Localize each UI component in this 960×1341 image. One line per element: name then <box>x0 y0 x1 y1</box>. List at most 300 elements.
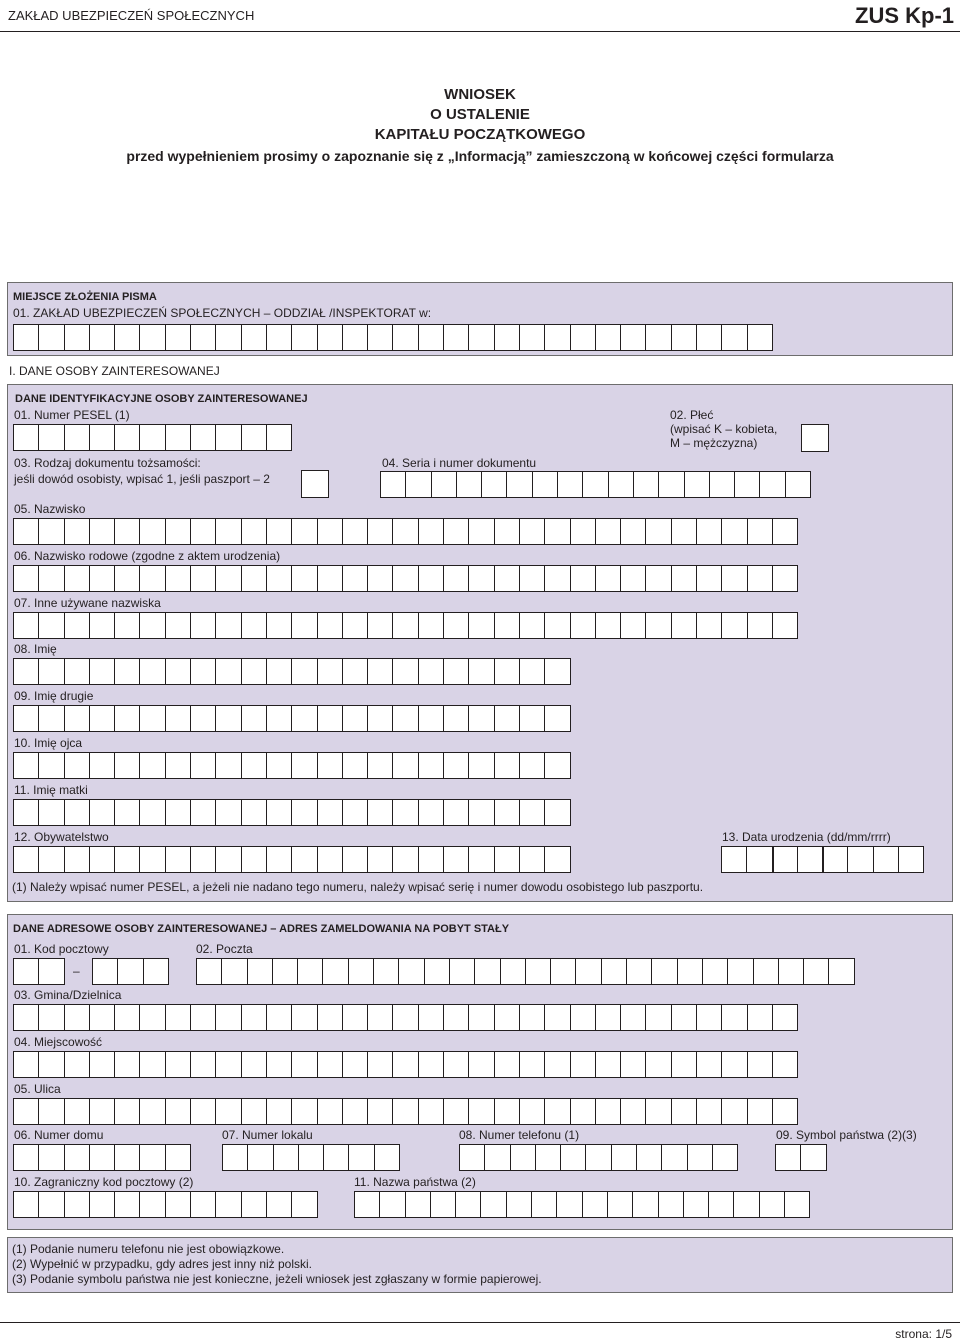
char-cell[interactable] <box>747 1004 773 1031</box>
char-cell[interactable] <box>734 471 760 498</box>
char-cell[interactable] <box>13 1051 39 1078</box>
father-name-input[interactable] <box>13 752 570 779</box>
char-cell[interactable] <box>64 324 90 351</box>
char-cell[interactable] <box>645 1004 671 1031</box>
char-cell[interactable] <box>721 1004 747 1031</box>
char-cell[interactable] <box>510 1144 536 1171</box>
char-cell[interactable] <box>671 1051 697 1078</box>
char-cell[interactable] <box>317 565 343 592</box>
char-cell[interactable] <box>392 612 418 639</box>
char-cell[interactable] <box>241 1004 267 1031</box>
char-cell[interactable] <box>317 846 343 873</box>
char-cell[interactable] <box>671 612 697 639</box>
char-cell[interactable] <box>721 612 747 639</box>
char-cell[interactable] <box>13 799 39 826</box>
char-cell[interactable] <box>165 612 191 639</box>
char-cell[interactable] <box>114 424 140 451</box>
char-cell[interactable] <box>418 658 444 685</box>
char-cell[interactable] <box>519 752 545 779</box>
char-cell[interactable] <box>190 705 216 732</box>
char-cell[interactable] <box>139 658 165 685</box>
char-cell[interactable] <box>38 565 64 592</box>
char-cell[interactable] <box>165 1051 191 1078</box>
char-cell[interactable] <box>367 324 393 351</box>
char-cell[interactable] <box>494 846 520 873</box>
char-cell[interactable] <box>165 518 191 545</box>
char-cell[interactable] <box>607 1191 633 1218</box>
char-cell[interactable] <box>165 424 191 451</box>
country-name-input[interactable] <box>354 1191 809 1218</box>
char-cell[interactable] <box>550 958 576 985</box>
char-cell[interactable] <box>658 1191 684 1218</box>
char-cell[interactable] <box>392 846 418 873</box>
char-cell[interactable] <box>38 1004 64 1031</box>
char-cell[interactable] <box>582 471 608 498</box>
char-cell[interactable] <box>468 658 494 685</box>
char-cell[interactable] <box>570 518 596 545</box>
char-cell[interactable] <box>392 1098 418 1125</box>
char-cell[interactable] <box>139 612 165 639</box>
char-cell[interactable] <box>92 958 118 985</box>
char-cell[interactable] <box>671 324 697 351</box>
char-cell[interactable] <box>139 1004 165 1031</box>
char-cell[interactable] <box>494 1098 520 1125</box>
char-cell[interactable] <box>215 324 241 351</box>
char-cell[interactable] <box>595 1051 621 1078</box>
char-cell[interactable] <box>519 1004 545 1031</box>
char-cell[interactable] <box>544 324 570 351</box>
char-cell[interactable] <box>64 752 90 779</box>
char-cell[interactable] <box>114 518 140 545</box>
char-cell[interactable] <box>367 705 393 732</box>
char-cell[interactable] <box>89 846 115 873</box>
char-cell[interactable] <box>13 958 39 985</box>
char-cell[interactable] <box>215 705 241 732</box>
char-cell[interactable] <box>747 612 773 639</box>
char-cell[interactable] <box>291 799 317 826</box>
char-cell[interactable] <box>13 565 39 592</box>
char-cell[interactable] <box>38 1051 64 1078</box>
char-cell[interactable] <box>677 958 703 985</box>
char-cell[interactable] <box>64 518 90 545</box>
char-cell[interactable] <box>418 518 444 545</box>
char-cell[interactable] <box>620 1098 646 1125</box>
char-cell[interactable] <box>772 565 798 592</box>
char-cell[interactable] <box>114 1004 140 1031</box>
char-cell[interactable] <box>468 1098 494 1125</box>
char-cell[interactable] <box>775 1144 801 1171</box>
char-cell[interactable] <box>468 612 494 639</box>
char-cell[interactable] <box>139 1144 165 1171</box>
birth-date-input[interactable] <box>721 846 923 873</box>
char-cell[interactable] <box>430 1191 456 1218</box>
char-cell[interactable] <box>317 518 343 545</box>
char-cell[interactable] <box>266 324 292 351</box>
char-cell[interactable] <box>721 1051 747 1078</box>
char-cell[interactable] <box>266 705 292 732</box>
char-cell[interactable] <box>272 958 298 985</box>
char-cell[interactable] <box>215 846 241 873</box>
char-cell[interactable] <box>114 658 140 685</box>
char-cell[interactable] <box>190 612 216 639</box>
char-cell[interactable] <box>266 799 292 826</box>
char-cell[interactable] <box>778 958 804 985</box>
char-cell[interactable] <box>373 958 399 985</box>
char-cell[interactable] <box>291 705 317 732</box>
char-cell[interactable] <box>190 324 216 351</box>
char-cell[interactable] <box>266 1098 292 1125</box>
char-cell[interactable] <box>317 752 343 779</box>
char-cell[interactable] <box>535 1144 561 1171</box>
char-cell[interactable] <box>468 1051 494 1078</box>
char-cell[interactable] <box>38 612 64 639</box>
char-cell[interactable] <box>139 1098 165 1125</box>
char-cell[interactable] <box>721 1098 747 1125</box>
char-cell[interactable] <box>431 471 457 498</box>
char-cell[interactable] <box>494 658 520 685</box>
char-cell[interactable] <box>661 1144 687 1171</box>
char-cell[interactable] <box>468 565 494 592</box>
char-cell[interactable] <box>342 324 368 351</box>
char-cell[interactable] <box>64 1191 90 1218</box>
char-cell[interactable] <box>342 1098 368 1125</box>
char-cell[interactable] <box>443 324 469 351</box>
char-cell[interactable] <box>544 705 570 732</box>
char-cell[interactable] <box>687 1144 713 1171</box>
char-cell[interactable] <box>424 958 450 985</box>
char-cell[interactable] <box>367 658 393 685</box>
pesel-input[interactable] <box>13 424 291 451</box>
char-cell[interactable] <box>468 518 494 545</box>
char-cell[interactable] <box>215 1004 241 1031</box>
char-cell[interactable] <box>89 612 115 639</box>
char-cell[interactable] <box>494 752 520 779</box>
char-cell[interactable] <box>38 1098 64 1125</box>
char-cell[interactable] <box>620 324 646 351</box>
char-cell[interactable] <box>721 518 747 545</box>
char-cell[interactable] <box>595 1004 621 1031</box>
char-cell[interactable] <box>165 324 191 351</box>
char-cell[interactable] <box>165 1191 191 1218</box>
char-cell[interactable] <box>632 1191 658 1218</box>
char-cell[interactable] <box>544 846 570 873</box>
char-cell[interactable] <box>165 658 191 685</box>
char-cell[interactable] <box>405 471 431 498</box>
char-cell[interactable] <box>544 1051 570 1078</box>
char-cell[interactable] <box>89 1004 115 1031</box>
char-cell[interactable] <box>215 565 241 592</box>
char-cell[interactable] <box>405 1191 431 1218</box>
char-cell[interactable] <box>117 958 143 985</box>
char-cell[interactable] <box>519 799 545 826</box>
char-cell[interactable] <box>733 1191 759 1218</box>
char-cell[interactable] <box>215 424 241 451</box>
char-cell[interactable] <box>494 518 520 545</box>
char-cell[interactable] <box>38 846 64 873</box>
char-cell[interactable] <box>519 846 545 873</box>
char-cell[interactable] <box>291 1004 317 1031</box>
char-cell[interactable] <box>392 565 418 592</box>
char-cell[interactable] <box>139 324 165 351</box>
char-cell[interactable] <box>873 846 899 873</box>
char-cell[interactable] <box>165 565 191 592</box>
char-cell[interactable] <box>291 518 317 545</box>
char-cell[interactable] <box>139 1191 165 1218</box>
char-cell[interactable] <box>696 1098 722 1125</box>
char-cell[interactable] <box>38 1191 64 1218</box>
char-cell[interactable] <box>241 324 267 351</box>
char-cell[interactable] <box>570 1098 596 1125</box>
char-cell[interactable] <box>443 846 469 873</box>
char-cell[interactable] <box>291 324 317 351</box>
char-cell[interactable] <box>418 324 444 351</box>
char-cell[interactable] <box>143 958 169 985</box>
char-cell[interactable] <box>114 1191 140 1218</box>
char-cell[interactable] <box>190 846 216 873</box>
char-cell[interactable] <box>595 518 621 545</box>
char-cell[interactable] <box>544 1004 570 1031</box>
char-cell[interactable] <box>367 565 393 592</box>
char-cell[interactable] <box>519 1051 545 1078</box>
surname-input[interactable] <box>13 518 797 545</box>
char-cell[interactable] <box>392 752 418 779</box>
char-cell[interactable] <box>620 518 646 545</box>
char-cell[interactable] <box>519 565 545 592</box>
char-cell[interactable] <box>190 752 216 779</box>
char-cell[interactable] <box>468 1004 494 1031</box>
char-cell[interactable] <box>721 846 747 873</box>
char-cell[interactable] <box>241 846 267 873</box>
char-cell[interactable] <box>38 518 64 545</box>
char-cell[interactable] <box>139 752 165 779</box>
char-cell[interactable] <box>443 1004 469 1031</box>
char-cell[interactable] <box>696 518 722 545</box>
char-cell[interactable] <box>570 565 596 592</box>
char-cell[interactable] <box>165 705 191 732</box>
char-cell[interactable] <box>392 518 418 545</box>
char-cell[interactable] <box>139 424 165 451</box>
char-cell[interactable] <box>374 1144 400 1171</box>
char-cell[interactable] <box>651 958 677 985</box>
char-cell[interactable] <box>708 1191 734 1218</box>
char-cell[interactable] <box>266 1004 292 1031</box>
char-cell[interactable] <box>13 424 39 451</box>
char-cell[interactable] <box>772 1051 798 1078</box>
char-cell[interactable] <box>611 1144 637 1171</box>
char-cell[interactable] <box>298 1144 324 1171</box>
char-cell[interactable] <box>291 752 317 779</box>
char-cell[interactable] <box>89 705 115 732</box>
char-cell[interactable] <box>64 1004 90 1031</box>
char-cell[interactable] <box>241 565 267 592</box>
char-cell[interactable] <box>494 565 520 592</box>
char-cell[interactable] <box>392 799 418 826</box>
char-cell[interactable] <box>89 752 115 779</box>
char-cell[interactable] <box>139 846 165 873</box>
char-cell[interactable] <box>291 846 317 873</box>
place-office-input[interactable] <box>13 324 772 351</box>
char-cell[interactable] <box>544 1098 570 1125</box>
char-cell[interactable] <box>671 518 697 545</box>
char-cell[interactable] <box>367 1051 393 1078</box>
char-cell[interactable] <box>645 612 671 639</box>
char-cell[interactable] <box>620 1004 646 1031</box>
char-cell[interactable] <box>398 958 424 985</box>
char-cell[interactable] <box>506 1191 532 1218</box>
char-cell[interactable] <box>747 1051 773 1078</box>
char-cell[interactable] <box>459 1144 485 1171</box>
char-cell[interactable] <box>500 958 526 985</box>
char-cell[interactable] <box>13 324 39 351</box>
char-cell[interactable] <box>797 846 823 873</box>
char-cell[interactable] <box>506 471 532 498</box>
char-cell[interactable] <box>215 518 241 545</box>
char-cell[interactable] <box>379 1191 405 1218</box>
char-cell[interactable] <box>215 1191 241 1218</box>
char-cell[interactable] <box>828 958 854 985</box>
char-cell[interactable] <box>190 424 216 451</box>
char-cell[interactable] <box>317 612 343 639</box>
char-cell[interactable] <box>519 658 545 685</box>
char-cell[interactable] <box>570 1051 596 1078</box>
char-cell[interactable] <box>342 846 368 873</box>
apartment-input[interactable] <box>222 1144 399 1171</box>
char-cell[interactable] <box>418 612 444 639</box>
char-cell[interactable] <box>297 958 323 985</box>
char-cell[interactable] <box>443 752 469 779</box>
char-cell[interactable] <box>556 1191 582 1218</box>
char-cell[interactable] <box>800 1144 826 1171</box>
char-cell[interactable] <box>114 799 140 826</box>
char-cell[interactable] <box>317 705 343 732</box>
char-cell[interactable] <box>38 424 64 451</box>
char-cell[interactable] <box>64 1098 90 1125</box>
char-cell[interactable] <box>595 1098 621 1125</box>
char-cell[interactable] <box>317 324 343 351</box>
char-cell[interactable] <box>190 1191 216 1218</box>
char-cell[interactable] <box>190 518 216 545</box>
postal-code-part1-input[interactable] <box>13 958 64 985</box>
char-cell[interactable] <box>671 1098 697 1125</box>
char-cell[interactable] <box>392 1051 418 1078</box>
char-cell[interactable] <box>494 1051 520 1078</box>
char-cell[interactable] <box>64 424 90 451</box>
char-cell[interactable] <box>38 752 64 779</box>
char-cell[interactable] <box>13 752 39 779</box>
char-cell[interactable] <box>215 752 241 779</box>
char-cell[interactable] <box>367 752 393 779</box>
phone-input[interactable] <box>459 1144 737 1171</box>
char-cell[interactable] <box>443 612 469 639</box>
char-cell[interactable] <box>772 846 798 873</box>
char-cell[interactable] <box>696 1051 722 1078</box>
commune-input[interactable] <box>13 1004 797 1031</box>
char-cell[interactable] <box>595 324 621 351</box>
char-cell[interactable] <box>114 752 140 779</box>
char-cell[interactable] <box>221 958 247 985</box>
char-cell[interactable] <box>317 1098 343 1125</box>
char-cell[interactable] <box>241 518 267 545</box>
char-cell[interactable] <box>266 612 292 639</box>
char-cell[interactable] <box>215 612 241 639</box>
house-number-input[interactable] <box>13 1144 190 1171</box>
street-input[interactable] <box>13 1098 797 1125</box>
char-cell[interactable] <box>645 1051 671 1078</box>
char-cell[interactable] <box>747 565 773 592</box>
char-cell[interactable] <box>342 518 368 545</box>
char-cell[interactable] <box>241 424 267 451</box>
char-cell[interactable] <box>342 612 368 639</box>
char-cell[interactable] <box>544 565 570 592</box>
char-cell[interactable] <box>645 324 671 351</box>
char-cell[interactable] <box>317 1004 343 1031</box>
char-cell[interactable] <box>354 1191 380 1218</box>
char-cell[interactable] <box>620 1051 646 1078</box>
char-cell[interactable] <box>13 1098 39 1125</box>
char-cell[interactable] <box>570 612 596 639</box>
char-cell[interactable] <box>531 1191 557 1218</box>
char-cell[interactable] <box>575 958 601 985</box>
char-cell[interactable] <box>784 1191 810 1218</box>
char-cell[interactable] <box>38 799 64 826</box>
char-cell[interactable] <box>772 518 798 545</box>
char-cell[interactable] <box>241 752 267 779</box>
char-cell[interactable] <box>13 1004 39 1031</box>
char-cell[interactable] <box>342 565 368 592</box>
locality-input[interactable] <box>13 1051 797 1078</box>
char-cell[interactable] <box>898 846 924 873</box>
char-cell[interactable] <box>139 518 165 545</box>
char-cell[interactable] <box>392 324 418 351</box>
char-cell[interactable] <box>266 565 292 592</box>
char-cell[interactable] <box>165 752 191 779</box>
char-cell[interactable] <box>595 612 621 639</box>
char-cell[interactable] <box>443 1098 469 1125</box>
char-cell[interactable] <box>645 1098 671 1125</box>
char-cell[interactable] <box>190 565 216 592</box>
char-cell[interactable] <box>494 612 520 639</box>
char-cell[interactable] <box>114 846 140 873</box>
char-cell[interactable] <box>317 799 343 826</box>
char-cell[interactable] <box>519 612 545 639</box>
char-cell[interactable] <box>544 658 570 685</box>
char-cell[interactable] <box>595 565 621 592</box>
char-cell[interactable] <box>323 1144 349 1171</box>
char-cell[interactable] <box>747 1098 773 1125</box>
char-cell[interactable] <box>291 1051 317 1078</box>
char-cell[interactable] <box>13 1144 39 1171</box>
char-cell[interactable] <box>241 705 267 732</box>
char-cell[interactable] <box>645 518 671 545</box>
char-cell[interactable] <box>456 471 482 498</box>
char-cell[interactable] <box>89 799 115 826</box>
char-cell[interactable] <box>443 705 469 732</box>
char-cell[interactable] <box>367 1004 393 1031</box>
char-cell[interactable] <box>418 799 444 826</box>
char-cell[interactable] <box>380 471 406 498</box>
char-cell[interactable] <box>38 324 64 351</box>
citizenship-input[interactable] <box>13 846 570 873</box>
char-cell[interactable] <box>114 324 140 351</box>
postal-code-part2-input[interactable] <box>92 958 168 985</box>
char-cell[interactable] <box>721 324 747 351</box>
char-cell[interactable] <box>266 1051 292 1078</box>
char-cell[interactable] <box>772 612 798 639</box>
char-cell[interactable] <box>13 518 39 545</box>
char-cell[interactable] <box>342 1051 368 1078</box>
char-cell[interactable] <box>747 324 773 351</box>
char-cell[interactable] <box>570 1004 596 1031</box>
